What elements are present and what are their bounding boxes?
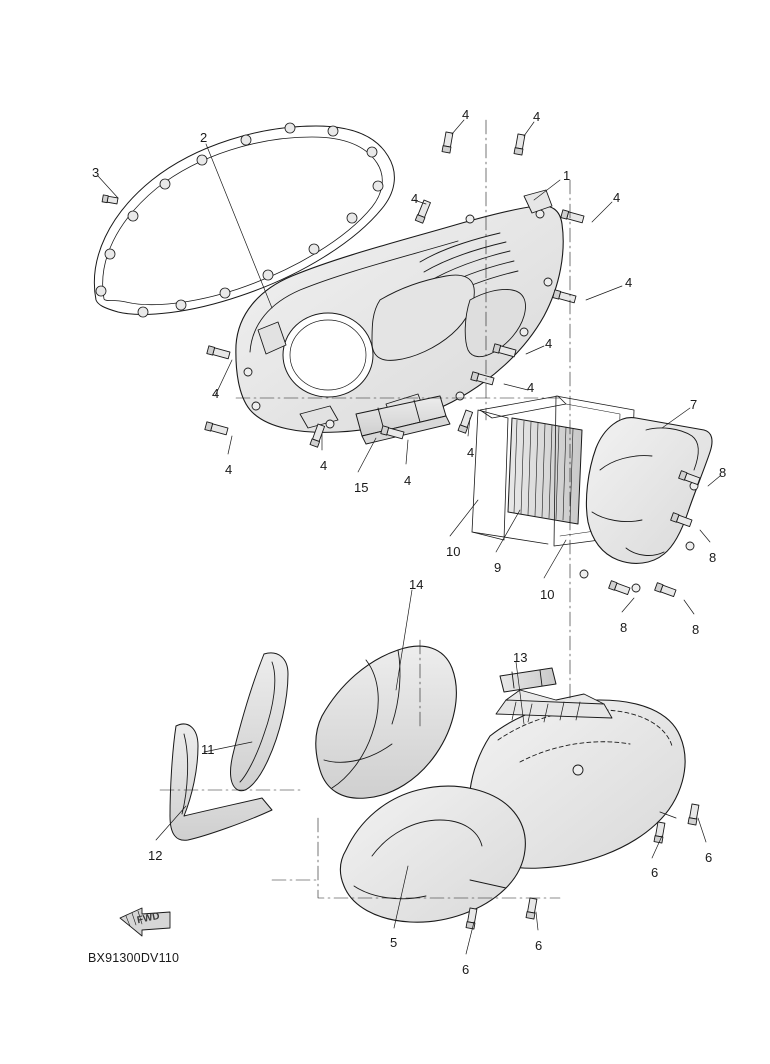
callout-5-a: 5 bbox=[390, 935, 398, 950]
callout-3: 3 bbox=[92, 165, 100, 180]
callout-2: 2 bbox=[200, 130, 208, 145]
callout-13: 13 bbox=[513, 650, 528, 665]
cover-5-center bbox=[340, 786, 525, 922]
callout-4-k: 4 bbox=[404, 473, 412, 488]
callout-10-b: 10 bbox=[540, 587, 555, 602]
callout-4-l: 4 bbox=[467, 445, 475, 460]
callout-15: 15 bbox=[354, 480, 369, 495]
callout-1: 1 bbox=[563, 168, 571, 183]
callout-4-d: 4 bbox=[613, 190, 621, 205]
callout-8-d: 8 bbox=[692, 622, 700, 637]
callout-4-i: 4 bbox=[225, 462, 233, 477]
callout-9: 9 bbox=[494, 560, 502, 575]
filter-element-9 bbox=[508, 418, 582, 524]
callout-4-h: 4 bbox=[212, 386, 220, 401]
callout-6-c: 6 bbox=[651, 865, 659, 880]
callout-6-d: 6 bbox=[705, 850, 713, 865]
callout-12: 12 bbox=[148, 848, 163, 863]
callout-4-b: 4 bbox=[533, 109, 541, 124]
callout-4-c: 4 bbox=[411, 191, 419, 206]
callout-4-e: 4 bbox=[625, 275, 633, 290]
callout-10-a: 10 bbox=[446, 544, 461, 559]
trim-11 bbox=[231, 653, 288, 791]
fwd-label: FWD bbox=[136, 910, 161, 927]
callout-8-c: 8 bbox=[620, 620, 628, 635]
part-code-label: BX91300DV110 bbox=[88, 951, 180, 965]
callout-8-a: 8 bbox=[719, 465, 727, 480]
callout-14: 14 bbox=[409, 577, 424, 592]
callout-8-b: 8 bbox=[709, 550, 717, 565]
callout-4-a: 4 bbox=[462, 107, 470, 122]
clip-13 bbox=[500, 668, 556, 692]
callout-6-a: 6 bbox=[462, 962, 470, 977]
callout-7: 7 bbox=[690, 397, 698, 412]
callout-6-b: 6 bbox=[535, 938, 543, 953]
duct-7 bbox=[580, 418, 712, 592]
callout-4-j: 4 bbox=[320, 458, 328, 473]
cover-14 bbox=[316, 646, 457, 798]
callout-4-f: 4 bbox=[545, 336, 553, 351]
callout-11: 11 bbox=[201, 742, 215, 757]
callout-4-g: 4 bbox=[527, 380, 535, 395]
